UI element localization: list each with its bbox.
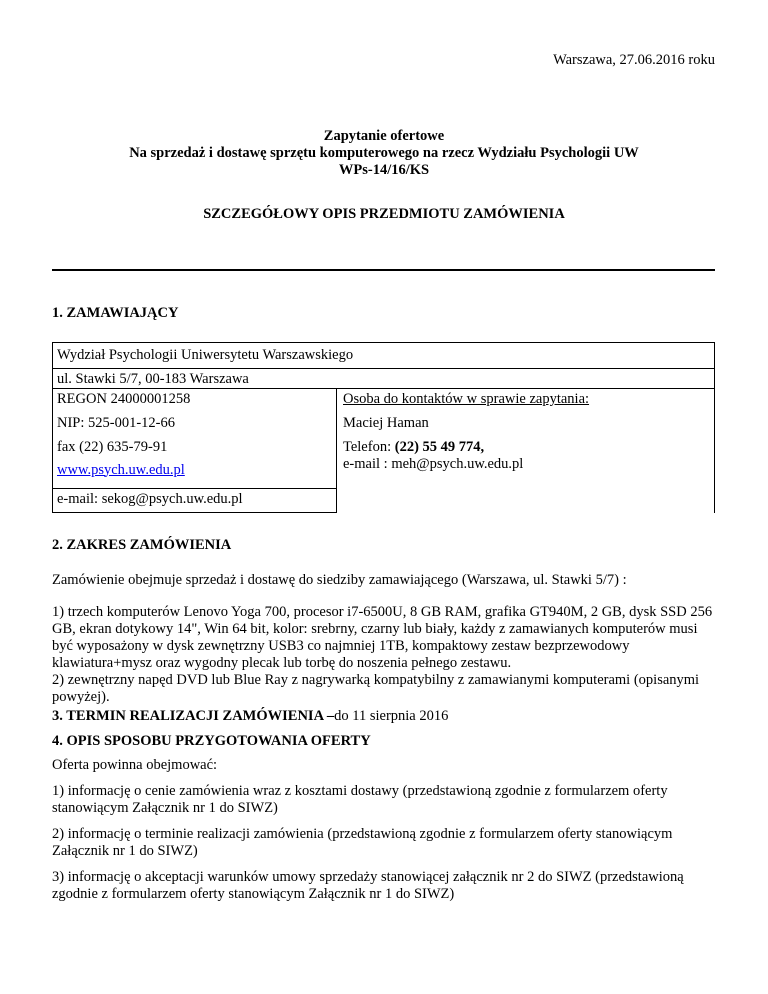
- deadline-number: 3: [52, 708, 60, 724]
- scope-item-2-text: 2) zewnętrzny napęd DVD lub Blue Ray z nagrywarką kompatybilny z zamawianymi komputerami (opisanymi powyżej).: [52, 672, 700, 705]
- address-cell: [53, 369, 715, 389]
- phone-number: (22) 55 49 774,: [394, 438, 485, 455]
- scope-item-1: [52, 604, 722, 706]
- nip-cell: [53, 413, 337, 437]
- document-subtitle: SZCZEGÓŁOWY OPIS PRZEDMIOTU ZAMÓWIENIA: [203, 206, 565, 222]
- regon: REGON 24000001258: [57, 391, 191, 407]
- org-address: ul. Stawki 5/7, 00-183 Warszawa: [57, 371, 249, 387]
- scope-item-1-text: 1) trzech komputerów Lenovo Yoga 700, procesor i7-6500U, 8 GB RAM, grafika GT940M, 2 GB, dysk SSD 256 GB, ekran dotykowy 14", Win 64 bit, kolor: srebrny, czarny lub biały, każdy z zamawianych komputerów musi być wyposażony w dysk zewnętrzny USB3 co najmniej 1TB, kompaktowy zestaw bezprzewodowy klawiatura+mysz oraz wygodny plecak lub torbę do noszenia pełnego zestawu.: [52, 604, 713, 671]
- org-name: Wydział Psychologii Uniwersytetu Warszawskiego: [57, 347, 354, 363]
- email-cell: [53, 489, 337, 513]
- section-heading-ordering-party: 1. ZAMAWIAJĄCY: [52, 305, 179, 321]
- contact-details-cell: [337, 437, 715, 513]
- org-email: e-mail: sekog@psych.uw.edu.pl: [57, 491, 243, 507]
- deadline-heading: . TERMIN REALIZACJI ZAMÓWIENIA –: [59, 708, 335, 724]
- org-name-cell: [53, 343, 715, 369]
- contact-label-cell: [337, 389, 715, 413]
- section-heading-deadline: [52, 708, 448, 725]
- offer-item-1: 1) informację o cenie zamówienia wraz z kosztami dostawy (przedstawioną zgodnie z formularzem oferty stanowiącym Załącznik nr 1 do SIWZ): [52, 783, 668, 816]
- fax-website-cell: [53, 437, 337, 489]
- nip: NIP: 525-001-12-66: [57, 414, 176, 431]
- contact-name: Maciej Haman: [343, 414, 429, 431]
- document-title-subject: Na sprzedaż i dostawę sprzętu komputerowego na rzecz Wydziału Psychologii UW: [129, 145, 639, 161]
- fax: fax (22) 635-79-91: [57, 438, 168, 455]
- regon-cell: [53, 389, 337, 413]
- contact-email: e-mail : meh@psych.uw.edu.pl: [343, 455, 524, 472]
- document-title: Zapytanie ofertowe: [323, 128, 445, 144]
- contact-label: Osoba do kontaktów w sprawie zapytania:: [343, 391, 590, 407]
- offer-item-3: 3) informację o akceptacji warunków umowy sprzedaży stanowiącej załącznik nr 2 do SIWZ (przedstawioną zgodnie z formularzem oferty stanowiącym Załącznik nr 1 do SIWZ): [52, 869, 684, 902]
- document-date: Warszawa, 27.06.2016 roku: [553, 52, 715, 68]
- offer-intro: Oferta powinna obejmować:: [52, 757, 218, 773]
- section-heading-scope: 2. ZAKRES ZAMÓWIENIA: [52, 537, 232, 553]
- section-heading-offer-preparation: 4. OPIS SPOSOBU PRZYGOTOWANIA OFERTY: [52, 733, 371, 749]
- contact-name-cell: [337, 413, 715, 437]
- document-reference-number: WPs-14/16/KS: [338, 162, 430, 178]
- offer-item-2: 2) informację o terminie realizacji zamówienia (przedstawioną zgodnie z formularzem oferty stanowiącym Załącznik nr 1 do SIWZ): [52, 826, 673, 859]
- deadline-value: do 11 sierpnia 2016: [334, 708, 449, 724]
- website-link[interactable]: www.psych.uw.edu.pl: [57, 461, 185, 478]
- phone-label: Telefon:: [343, 438, 395, 455]
- horizontal-divider: [52, 269, 715, 271]
- scope-intro: Zamówienie obejmuje sprzedaż i dostawę do siedziby zamawiającego (Warszawa, ul. Stawki 5/7) :: [52, 572, 627, 588]
- ordering-party-table: [52, 342, 715, 513]
